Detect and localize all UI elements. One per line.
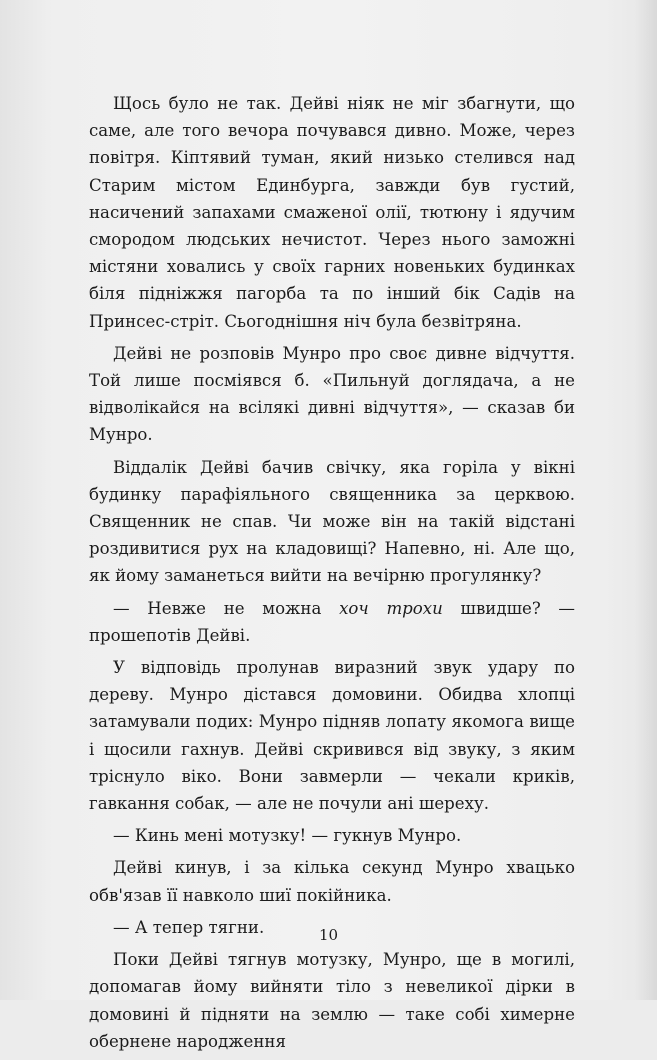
page-number: 10 xyxy=(318,926,339,944)
dialogue-text-before: — Невже не можна xyxy=(113,598,340,618)
paragraph-4-dialogue xyxy=(89,595,575,649)
dialogue-text-after: швидше? — прошепотів Дейві. xyxy=(89,598,576,645)
paragraph-8-dialogue: — А тепер тягни. xyxy=(113,917,265,937)
page-edge-shadow xyxy=(635,0,657,1000)
paragraph-1: Щось було не так. Дейві ніяк не міг збагнути, що саме, але того вечора почувався дивно. Може, через повітря. Кіптявий туман, який низько стелився над Старим містом Единбурга, завжди був густий, насичений запахами смаженої олії, тютюну і ядучим смородом людських нечистот. Через нього заможні містяни ховались у своїх гарних новеньких будинках біля підніжжя пагорба та по інший бік Садів на Принсес-стріт. Сьогоднішня ніч була безвітряна. xyxy=(89,94,575,331)
paragraph-7: Дейві кинув, і за кілька секунд Мунро хвацько обв'язав її навколо шиї покійника. xyxy=(89,858,575,905)
paragraph-6-dialogue: — Кинь мені мотузку! — гукнув Мунро. xyxy=(113,826,462,846)
paragraph-3: Віддалік Дейві бачив свічку, яка горіла у вікні будинку парафіяльного священника за церквою. Священник не спав. Чи може він на такій відстані роздивитися рух на кладовищі? Напевно, ні. Але що, як йому заманеться вийти на вечірню прогулянку? xyxy=(89,457,575,586)
paragraph-9: Поки Дейві тягнув мотузку, Мунро, ще в могилі, допомагав йому вийняти тіло з невеликої дірки в домовині й підняти на землю — таке собі химерне обернене народження xyxy=(89,950,575,1051)
paragraph-5: У відповідь пролунав виразний звук удару по дереву. Мунро дістався домовини. Обидва хлопці затамували подих: Мунро підняв лопату якомога вище і щосили гахнув. Дейві скривився від звуку, з яким тріснуло віко. Вони завмерли — чекали криків, гавкання собак, — але не почули ані шереху. xyxy=(89,658,575,814)
body-text xyxy=(89,90,575,1060)
dialogue-emphasis: хоч трохи xyxy=(339,598,443,618)
paragraph-2: Дейві не розповів Мунро про своє дивне відчуття. Той лише посміявся б. «Пильнуй доглядача, а не відволікайся на всілякі дивні відчуття», — сказав би Мунро. xyxy=(89,343,575,445)
